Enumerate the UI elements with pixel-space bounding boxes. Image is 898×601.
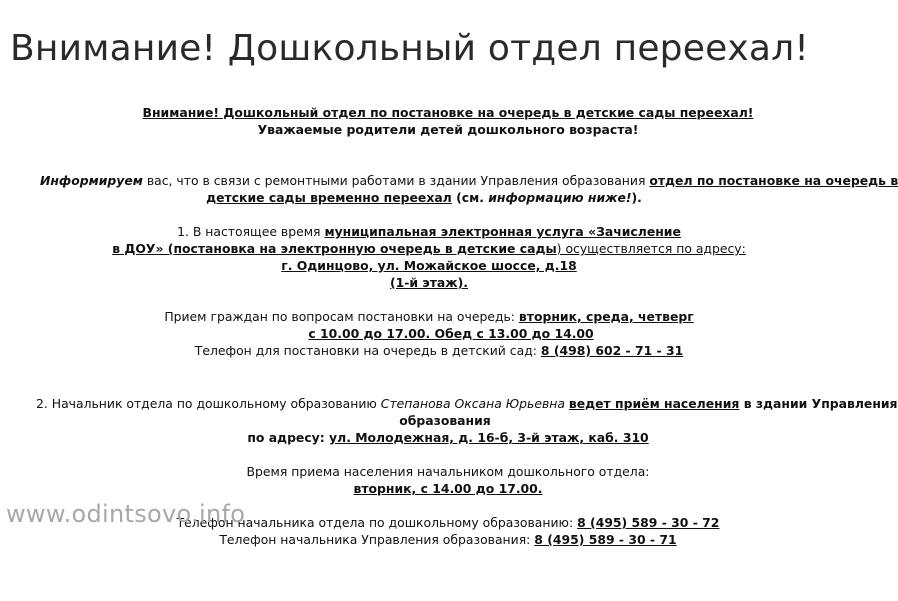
announcement-body — [0, 104, 898, 548]
queue-phone-line — [0, 342, 878, 359]
reception-label: Прием граждан по вопросам постановки на очередь: — [164, 309, 519, 324]
relocation-link-part1[interactable]: отдел по постановке на очередь в — [649, 173, 898, 188]
intro-lead: Информируем — [40, 173, 143, 188]
page-title: Внимание! Дошкольный отдел переехал! — [10, 28, 810, 69]
section1-prefix: 1. В настоящее время — [177, 224, 325, 239]
head-phone-label: Телефон начальника отдела по дошкольному образованию: — [176, 515, 578, 530]
edu-phone-number: 8 (495) 589 - 30 - 71 — [534, 532, 677, 547]
edu-phone-line — [0, 531, 878, 548]
section2-address-label: по адресу: — [247, 430, 330, 445]
section2-line-2: образования — [399, 413, 491, 428]
intro-line-2 — [0, 189, 878, 206]
section1-address: г. Одинцово, ул. Можайское шоссе, д.18 — [281, 258, 577, 273]
section2-address-line — [0, 429, 878, 446]
queue-phone-number: 8 (498) 602 - 71 - 31 — [540, 343, 684, 358]
site-watermark: www.odintsovo.info — [6, 500, 246, 528]
intro-text: вас, что в связи с ремонтными работами в здании Управления образования — [142, 173, 650, 188]
notice-headline — [0, 104, 878, 121]
section1-floor: (1-й этаж). — [389, 275, 468, 290]
section2-location: в здании Управления — [739, 396, 898, 411]
edu-phone-label: Телефон начальника Управления образования: — [219, 532, 535, 547]
head-phone-number: 8 (495) 589 - 30 - 72 — [577, 515, 720, 530]
service-link-part1[interactable]: муниципальная электронная услуга «Зачисление — [324, 224, 681, 239]
intro-line-1 — [0, 172, 898, 189]
reception-days-line — [0, 308, 878, 325]
queue-phone-label: Телефон для постановки на очередь в детский сад: — [194, 343, 541, 358]
section1-address-intro: ) осуществляется по адресу: — [556, 241, 746, 256]
section2-prefix: 2. Начальник отдела по дошкольному образованию — [36, 396, 381, 411]
relocation-link-part2[interactable]: детские сады временно переехал — [206, 190, 452, 205]
section2-line-1 — [0, 395, 898, 412]
section1-line-1 — [0, 223, 878, 240]
info-note-open: (см. — [451, 190, 489, 205]
head-time-label: Время приема населения начальником дошкольного отдела: — [246, 464, 650, 479]
head-reception-link[interactable]: ведет приём населения — [568, 396, 740, 411]
info-note-emphasis: информацию ниже! — [488, 190, 632, 205]
service-link-part2[interactable]: в ДОУ» (постановка на электронную очередь в детские сады — [112, 241, 557, 256]
notice-headline-link[interactable]: Внимание! Дошкольный отдел по постановке на очередь в детские сады переехал! — [142, 105, 754, 120]
reception-hours: с 10.00 до 17.00. Обед с 13.00 до 14.00 — [308, 326, 594, 341]
head-name: Степанова Оксана Юрьевна — [380, 396, 565, 411]
reception-days: вторник, среда, четверг — [518, 309, 694, 324]
section2-address: ул. Молодежная, д. 16-б, 3-й этаж, каб. 310 — [329, 430, 649, 445]
greeting: Уважаемые родители детей дошкольного возраста! — [257, 122, 639, 137]
head-time-value: вторник, с 14.00 до 17.00. — [353, 481, 543, 496]
section1-line-2 — [0, 240, 878, 257]
info-note-close: ). — [631, 190, 642, 205]
